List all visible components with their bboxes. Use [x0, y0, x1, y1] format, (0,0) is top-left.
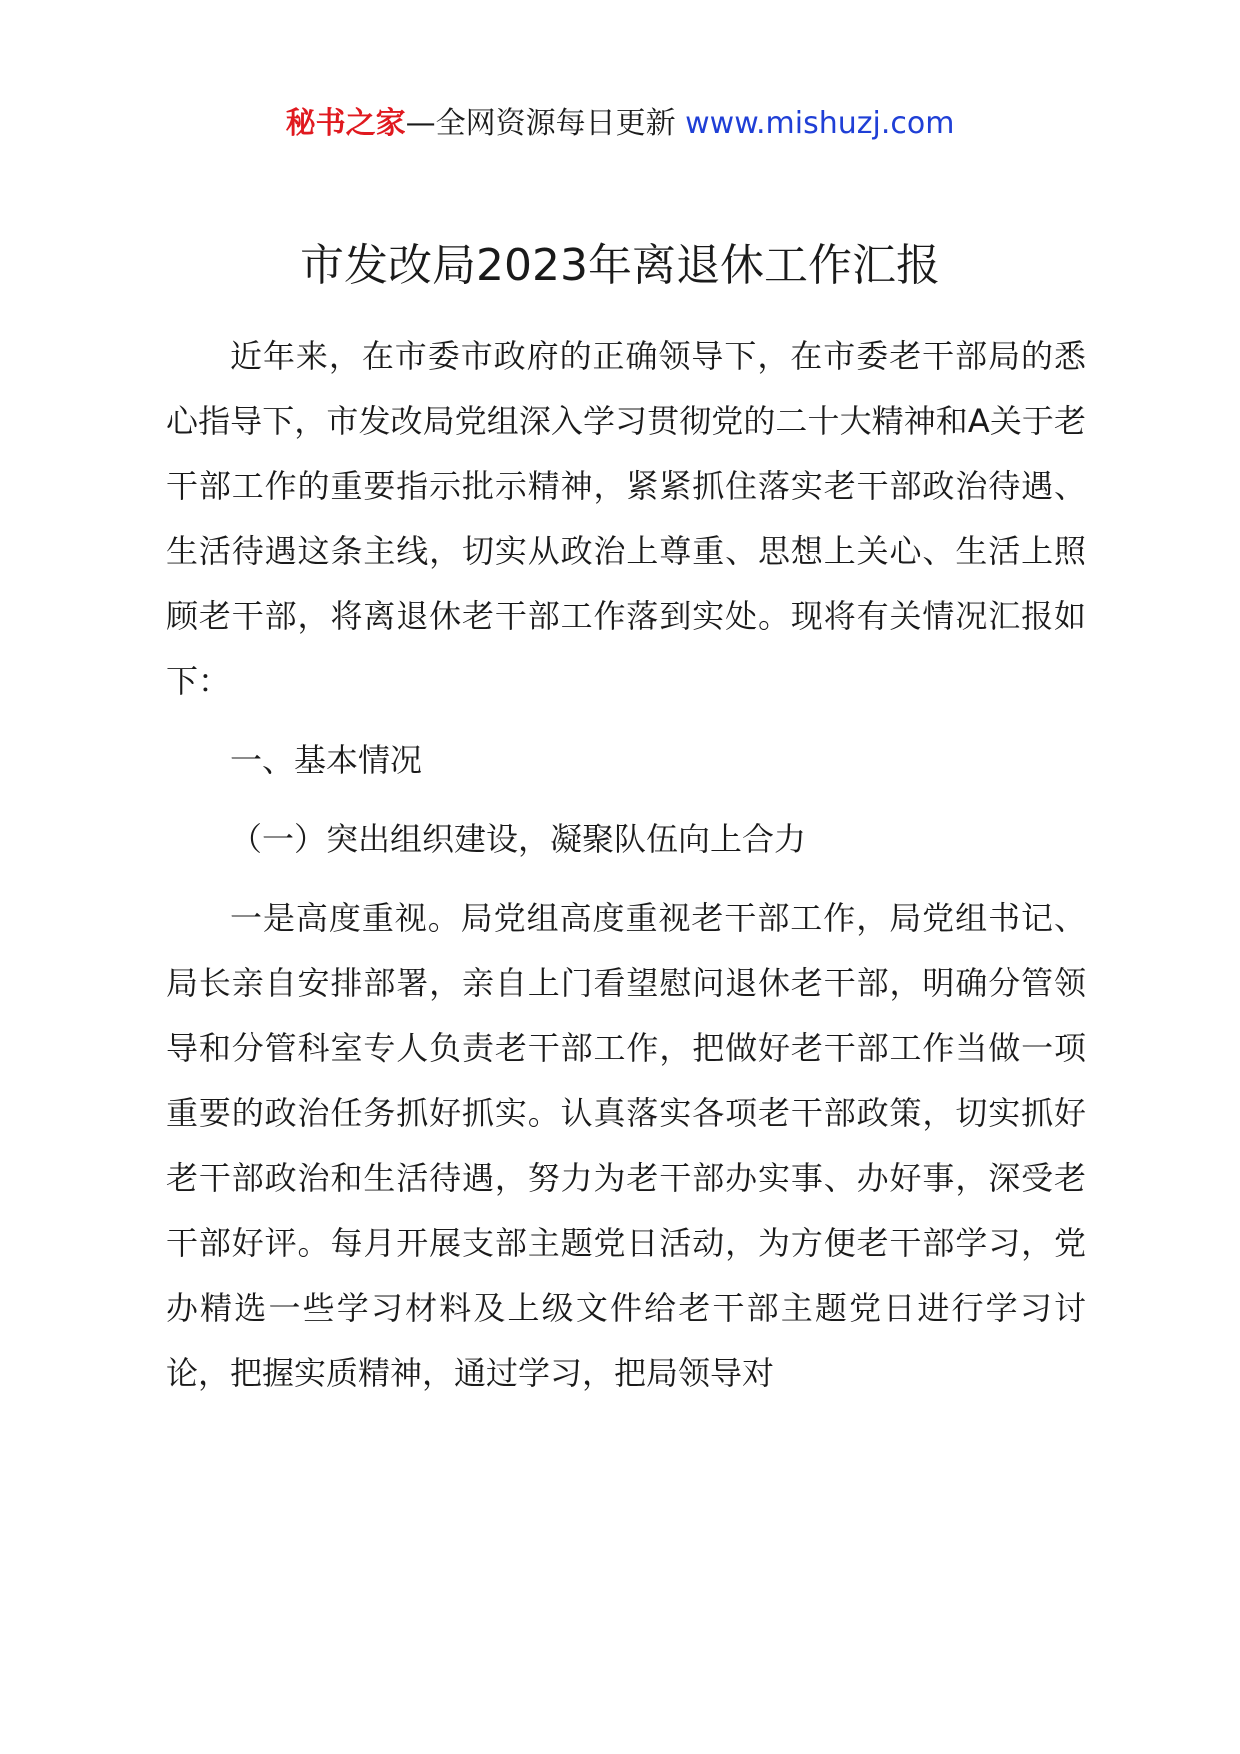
document-title: 市发改局2023年离退休工作汇报	[300, 240, 940, 291]
site-url-link[interactable]: www.mishuzj.com	[685, 106, 955, 141]
subsection-heading: （一）突出组织建设，凝聚队伍向上合力	[230, 820, 807, 858]
section-heading: 一、基本情况	[230, 741, 423, 779]
body-paragraph: 一是高度重视。局党组高度重视老干部工作，局党组书记、局长亲自安排部署，亲自上门看望慰问退休老干部，明确分管领导和分管科室专人负责老干部工作，把做好老干部工作当做一项重要的政治任务抓好抓实。认真落实各项老干部政策，切实抓好老干部政治和生活待遇，努力为老干部办实事、办好事，深受老干部好评。每月开展支部主题党日活动，为方便老干部学习，党办精选一些学习材料及上级文件给老干部主题党日进行学习讨论，把握实质精神，通过学习，把局领导对	[166, 899, 1086, 1392]
site-header	[0, 104, 1240, 144]
site-slogan: —全网资源每日更新	[405, 106, 676, 141]
intro-paragraph: 近年来，在市委市政府的正确领导下，在市委老干部局的悉心指导下，市发改局党组深入学习贯彻党的二十大精神和A关于老干部工作的重要指示批示精神，紧紧抓住落实老干部政治待遇、生活待遇这条主线，切实从政治上尊重、思想上关心、生活上照顾老干部，将离退休老干部工作落到实处。现将有关情况汇报如下：	[166, 337, 1086, 700]
document-body	[166, 324, 1086, 1406]
site-brand: 秘书之家	[285, 106, 406, 141]
